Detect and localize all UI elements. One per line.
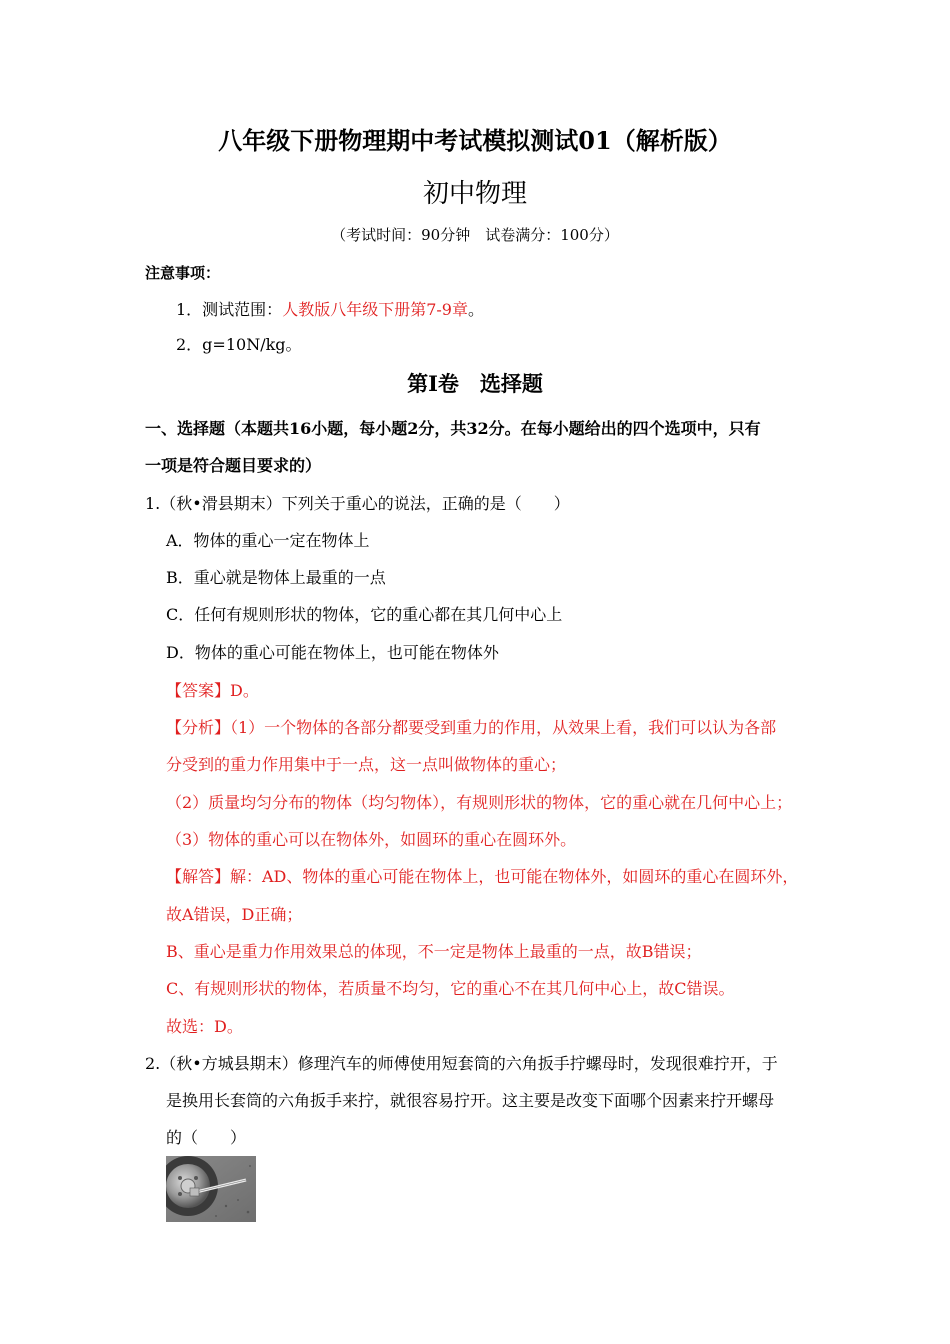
question-1-option-a: A．物体的重心一定在物体上	[166, 531, 370, 550]
question-1-answer: 【答案】D。	[166, 681, 259, 700]
exam-info: （考试时间：90分钟 试卷满分：100分）	[331, 226, 619, 244]
notes-heading: 注意事项：	[145, 264, 221, 282]
document-subtitle: 初中物理	[422, 179, 527, 209]
question-1-solution-line-3: B、重心是重力作用效果总的体现，不一定是物体上最重的一点，故B错误；	[166, 942, 702, 961]
section-instructions-line-2: 一项是符合题目要求的）	[145, 456, 322, 475]
note-item-1-prefix: 1．测试范围：	[176, 300, 283, 319]
question-1-solution-line-1: 【解答】解：AD、物体的重心可能在物体上，也可能在物体外，如圆环的重心在圆环外，	[166, 867, 799, 886]
question-1-option-b: B．重心就是物体上最重的一点	[166, 568, 386, 587]
question-1-stem: 1.（秋•滑县期末）下列关于重心的说法，正确的是（ ）	[145, 494, 570, 513]
section-instructions-line-1: 一、选择题（本题共16小题，每小题2分，共32分。在每小题给出的四个选项中，只有	[145, 419, 761, 438]
question-1-analysis-line-2: 分受到的重力作用集中于一点，这一点叫做物体的重心；	[166, 755, 567, 774]
note-item-1-scope: 人教版八年级下册第7-9章	[282, 300, 468, 319]
question-1-option-d: D．物体的重心可能在物体上，也可能在物体外	[166, 643, 499, 662]
section-title: 第Ⅰ卷 选择题	[407, 371, 543, 396]
question-1-analysis-line-4: （3）物体的重心可以在物体外，如圆环的重心在圆环外。	[166, 830, 577, 849]
note-item-1	[176, 297, 484, 320]
wrench-on-wheel-photo	[166, 1156, 256, 1222]
note-item-1-suffix: 。	[467, 300, 484, 319]
question-2-stem-line-3: 的（ ）	[166, 1128, 247, 1147]
note-item-2: 2．g=10N/kg。	[176, 335, 302, 354]
question-2-stem-line-1: 2.（秋•方城县期末）修理汽车的师傅使用短套筒的六角扳手拧螺母时，发现很难拧开，于	[145, 1054, 778, 1073]
question-1-solution-line-2: 故A错误，D正确；	[166, 905, 303, 924]
question-1-analysis-line-1: 【分析】（1）一个物体的各部分都要受到重力的作用，从效果上看，我们可以认为各部	[166, 718, 777, 737]
question-1-solution-line-4: C、有规则形状的物体，若质量不均匀，它的重心不在其几何中心上，故C错误。	[166, 979, 735, 998]
question-1-solution-line-5: 故选：D。	[166, 1017, 243, 1036]
question-2-stem-line-2: 是换用长套筒的六角扳手来拧，就很容易拧开。这主要是改变下面哪个因素来拧开螺母	[166, 1091, 775, 1110]
question-1-analysis-line-3: （2）质量均匀分布的物体（均匀物体），有规则形状的物体，它的重心就在几何中心上；	[166, 793, 793, 812]
question-1-option-c: C．任何有规则形状的物体，它的重心都在其几何中心上	[166, 605, 563, 624]
document-title: 八年级下册物理期中考试模拟测试01（解析版）	[218, 126, 732, 155]
